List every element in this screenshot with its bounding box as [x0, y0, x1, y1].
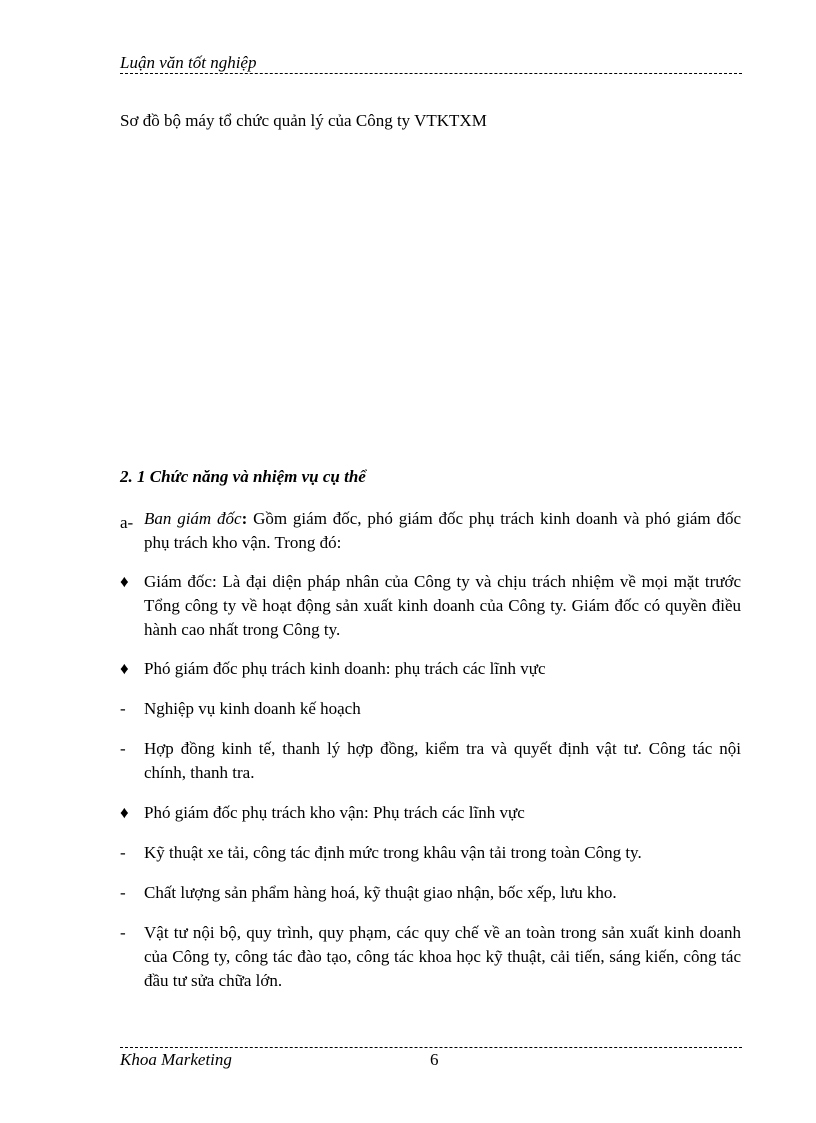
- list-item: [120, 507, 741, 555]
- section-heading: 2. 1 Chức năng và nhiệm vụ cụ thể: [120, 467, 366, 486]
- paragraph-text: Vật tư nội bộ, quy trình, quy phạm, các quy chế về an toàn trong sản xuất kinh doanh của Công ty, công tác đào tạo, công tác khoa học kỹ thuật, cải tiến, sáng kiến, công tác đầu tư sửa chữa lớn.: [144, 923, 741, 990]
- footer-divider: [120, 1047, 742, 1048]
- list-marker: -: [120, 883, 126, 902]
- list-marker: a-: [120, 513, 134, 532]
- list-item: [120, 737, 741, 785]
- list-item: [120, 841, 741, 865]
- list-item: [120, 921, 741, 993]
- item-text: Gồm giám đốc, phó giám đốc phụ trách kinh doanh và phó giám đốc phụ trách kho vận. Trong đó:: [144, 509, 741, 552]
- diamond-bullet-icon: ♦: [120, 572, 129, 591]
- header-divider: [120, 73, 742, 74]
- paragraph-text: Giám đốc: Là đại diện pháp nhân của Công ty và chịu trách nhiệm về mọi mặt trước Tổng công ty về hoạt động sản xuất kinh doanh của Công ty. Giám đốc có quyền điều hành cao nhất trong Công ty.: [144, 572, 741, 639]
- paragraph-text: Nghiệp vụ kinh doanh kế hoạch: [144, 699, 361, 718]
- list-marker: -: [120, 699, 126, 718]
- list-marker: -: [120, 843, 126, 862]
- label-colon: :: [241, 509, 248, 528]
- list-item: [120, 881, 741, 905]
- paragraph-text: [144, 507, 741, 555]
- list-marker: -: [120, 923, 126, 942]
- list-item: [120, 570, 741, 642]
- diamond-bullet-icon: ♦: [120, 803, 129, 822]
- footer-department: Khoa Marketing: [120, 1050, 232, 1069]
- paragraph-text: Hợp đồng kinh tế, thanh lý hợp đồng, kiểm tra và quyết định vật tư. Công tác nội chính, thanh tra.: [144, 739, 741, 782]
- list-item: [120, 697, 741, 721]
- paragraph-text: Kỹ thuật xe tải, công tác định mức trong khâu vận tải trong toàn Công ty.: [144, 843, 642, 862]
- header-title: Luận văn tốt nghiệp: [120, 53, 257, 72]
- diamond-bullet-icon: ♦: [120, 659, 129, 678]
- item-label: Ban giám đốc: [144, 509, 242, 528]
- org-chart-caption: Sơ đồ bộ máy tổ chức quản lý của Công ty VTKTXM: [120, 111, 487, 130]
- paragraph-text: Chất lượng sản phẩm hàng hoá, kỹ thuật giao nhận, bốc xếp, lưu kho.: [144, 883, 617, 902]
- paragraph-text: Phó giám đốc phụ trách kinh doanh: phụ trách các lĩnh vực: [144, 659, 546, 678]
- page-number: 6: [430, 1050, 439, 1069]
- list-marker: -: [120, 739, 126, 758]
- list-item: [120, 801, 741, 825]
- list-item: [120, 657, 741, 681]
- paragraph-text: Phó giám đốc phụ trách kho vận: Phụ trách các lĩnh vực: [144, 803, 525, 822]
